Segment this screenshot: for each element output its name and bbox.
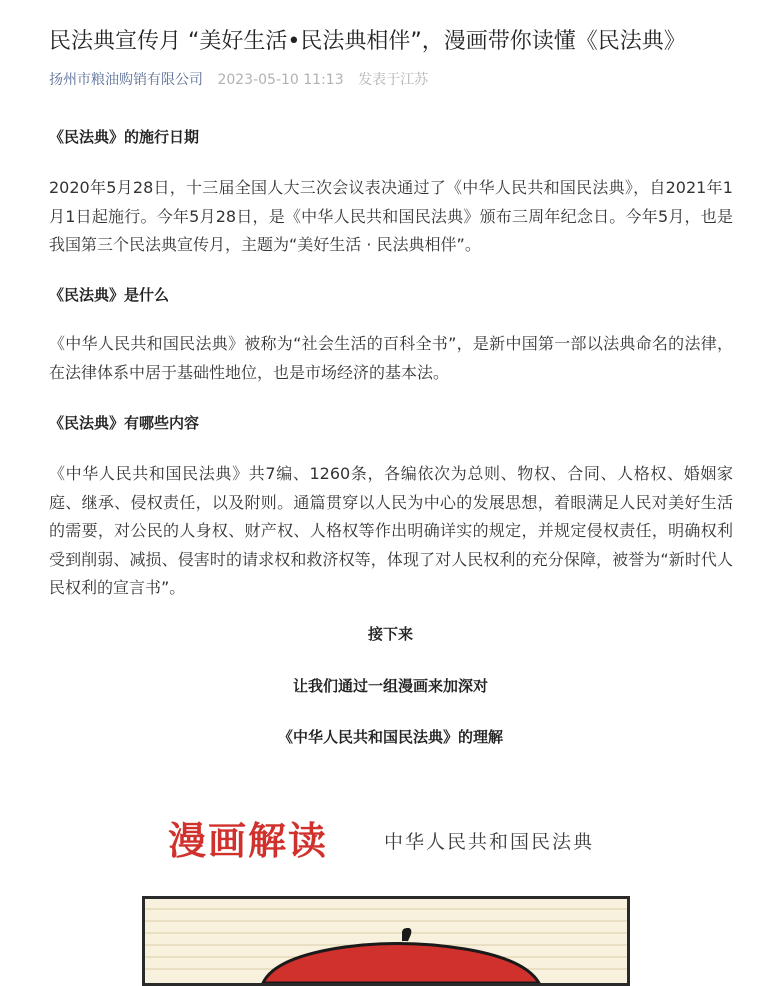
section-heading: 《民法典》是什么 xyxy=(49,286,170,304)
comic-panel-image xyxy=(142,896,630,986)
publish-date: 2023-05-10 11:13 xyxy=(217,72,344,88)
comic-banner-subtitle: 中华人民共和国民法典 xyxy=(384,831,595,853)
section-paragraph: 《中华人民共和国民法典》共7编、1260条，各编依次为总则、物权、合同、人格权、婚姻家庭、继承、侵权责任，以及附则。通篇贯穿以人民为中心的发展思想，着眼满足人民对美好生活的需要，对公民的人身权、财产权、人格权等作出明确详实的规定，并规定侵权责任，明确权利受到削弱、减损、侵害时的请求权和救济权等，体现了对人民权利的充分保障，被誉为“新时代人民权利的宣言书”。 xyxy=(49,464,733,597)
article-title: 民法典宣传月 “美好生活•民法典相伴”，漫画带你读懂《民法典》 xyxy=(49,29,686,54)
article-meta xyxy=(49,70,428,90)
section-paragraph: 2020年5月28日，十三届全国人大三次会议表决通过了《中华人民共和国民法典》，自2021年1月1日起施行。今年5月28日，是《中华人民共和国民法典》颁布三周年纪念日。今年5月，也是我国第三个民法典宣传月，主题为“美好生活 · 民法典相伴”。 xyxy=(49,178,733,254)
section-paragraph: 《中华人民共和国民法典》被称为“社会生活的百科全书”，是新中国第一部以法典命名的法律，在法律体系中居于基础性地位，也是市场经济的基本法。 xyxy=(49,334,733,382)
intro-line: 《中华人民共和国民法典》的理解 xyxy=(277,728,503,746)
account-name-link[interactable]: 扬州市粮油购销有限公司 xyxy=(49,72,203,88)
intro-line: 让我们通过一组漫画来加深对 xyxy=(292,677,488,695)
intro-line: 接下来 xyxy=(367,625,413,643)
red-dome-shape xyxy=(263,943,539,983)
publish-location: 发表于江苏 xyxy=(358,72,429,88)
comic-drawing xyxy=(145,899,627,983)
section-heading: 《民法典》有哪些内容 xyxy=(49,414,200,432)
comic-banner-image xyxy=(168,815,618,875)
comic-banner-title: 漫画解读 xyxy=(168,818,329,863)
section-heading: 《民法典》的施行日期 xyxy=(49,128,200,146)
tip-shape xyxy=(403,929,410,941)
